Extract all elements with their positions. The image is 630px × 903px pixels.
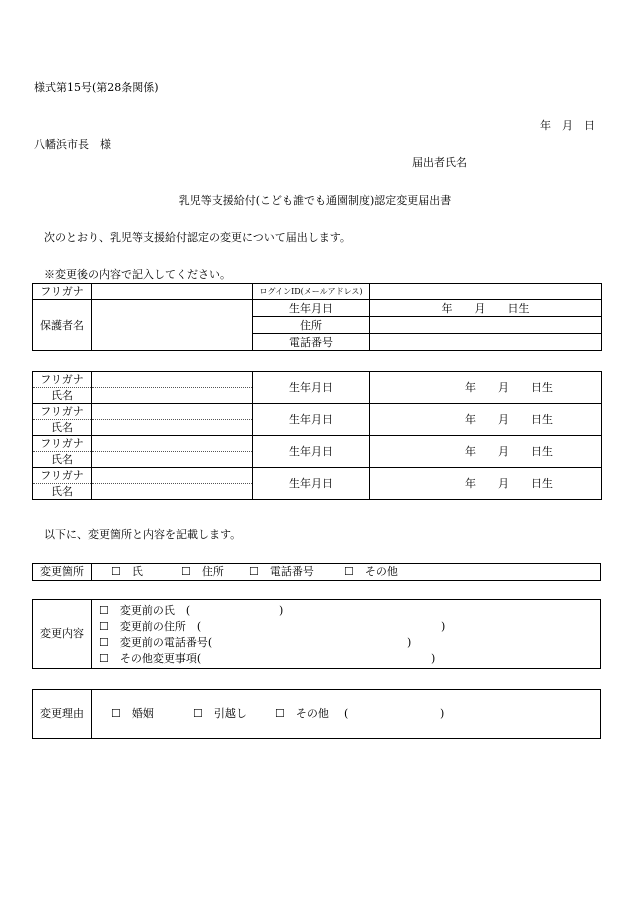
change-location-option[interactable] <box>181 565 224 579</box>
close-paren: ) <box>431 652 436 665</box>
item-label: その他変更事項( <box>119 652 202 665</box>
login-id-label: ログインID(メールアドレス) <box>253 284 370 300</box>
note-text: ※変更後の内容で記入してください。 <box>44 268 231 281</box>
child-furigana-label: フリガナ <box>33 468 92 484</box>
change-location-label: 変更箇所 <box>33 564 92 580</box>
option-label: その他 <box>295 707 329 720</box>
change-reason-option[interactable] <box>111 707 154 721</box>
child-furigana-field[interactable] <box>92 436 253 452</box>
intro-text: 次のとおり、乳児等支援給付認定の変更について届出します。 <box>44 231 351 244</box>
item-label: 変更前の電話番号( <box>119 636 213 649</box>
child-name-label: 氏名 <box>33 452 92 468</box>
close-paren: ) <box>441 620 446 633</box>
change-content-box <box>32 599 601 669</box>
change-reason-label: 変更理由 <box>33 690 92 738</box>
child-birthdate-label: 生年月日 <box>253 404 370 436</box>
child-birthdate-label: 生年月日 <box>253 436 370 468</box>
item-label: 変更前の住所 ( <box>119 620 202 633</box>
child-name-field[interactable] <box>92 452 253 468</box>
change-location-option[interactable] <box>111 565 143 579</box>
guardian-name-label: 保護者名 <box>33 300 92 351</box>
child-name-field[interactable] <box>92 388 253 404</box>
change-location-option[interactable] <box>249 565 314 579</box>
addressee: 八幡浜市長 様 <box>34 138 111 151</box>
date-line: 年 月 日 <box>540 119 595 132</box>
form-title: 乳児等支援給付(こども誰でも通園制度)認定変更届出書 <box>178 194 452 207</box>
change-intro-text: 以下に、変更箇所と内容を記載します。 <box>44 528 242 541</box>
change-reason-option[interactable] <box>275 707 329 721</box>
child-furigana-field[interactable] <box>92 404 253 420</box>
close-paren: ) <box>279 604 284 617</box>
checkbox-icon[interactable]: ☐ <box>99 620 109 633</box>
child-furigana-label: フリガナ <box>33 436 92 452</box>
applicant-name-label: 届出者氏名 <box>412 156 467 169</box>
children-table <box>32 371 602 500</box>
child-name-label: 氏名 <box>33 484 92 500</box>
change-location-option[interactable] <box>344 565 398 579</box>
checkbox-icon[interactable]: ☐ <box>344 565 354 578</box>
guardian-birthdate-field[interactable]: 年 月 日生 <box>370 300 602 317</box>
option-label: 氏 <box>131 565 143 578</box>
child-birthdate-field[interactable]: 年 月 日生 <box>370 404 602 436</box>
option-label: その他 <box>364 565 398 578</box>
guardian-name-field[interactable] <box>92 300 253 351</box>
child-name-label: 氏名 <box>33 420 92 436</box>
child-name-field[interactable] <box>92 420 253 436</box>
change-content-item[interactable] <box>99 636 212 650</box>
child-birthdate-field[interactable]: 年 月 日生 <box>370 436 602 468</box>
checkbox-icon[interactable]: ☐ <box>111 565 121 578</box>
item-label: 変更前の氏 ( <box>119 604 191 617</box>
checkbox-icon[interactable]: ☐ <box>99 604 109 617</box>
child-birthdate-label: 生年月日 <box>253 372 370 404</box>
reason-other-close-paren: ) <box>440 707 445 720</box>
checkbox-icon[interactable]: ☐ <box>99 652 109 665</box>
change-location-box <box>32 563 601 581</box>
option-label: 婚姻 <box>131 707 154 720</box>
child-name-field[interactable] <box>92 484 253 500</box>
close-paren: ) <box>407 636 412 649</box>
checkbox-icon[interactable]: ☐ <box>249 565 259 578</box>
reason-other-open-paren: ( <box>344 707 349 720</box>
child-furigana-field[interactable] <box>92 372 253 388</box>
checkbox-icon[interactable]: ☐ <box>181 565 191 578</box>
guardian-birthdate-label: 生年月日 <box>253 300 370 317</box>
change-reason-box <box>32 689 601 739</box>
child-furigana-label: フリガナ <box>33 372 92 388</box>
child-birthdate-label: 生年月日 <box>253 468 370 500</box>
checkbox-icon[interactable]: ☐ <box>99 636 109 649</box>
child-furigana-field[interactable] <box>92 468 253 484</box>
login-id-field[interactable] <box>370 284 602 300</box>
option-label: 電話番号 <box>269 565 314 578</box>
option-label: 引越し <box>213 707 247 720</box>
change-reason-option[interactable] <box>193 707 247 721</box>
checkbox-icon[interactable]: ☐ <box>275 707 285 720</box>
child-birthdate-field[interactable]: 年 月 日生 <box>370 468 602 500</box>
option-label: 住所 <box>201 565 224 578</box>
guardian-furigana-label: フリガナ <box>33 284 92 300</box>
guardian-table <box>32 283 602 351</box>
checkbox-icon[interactable]: ☐ <box>193 707 203 720</box>
guardian-address-label: 住所 <box>253 317 370 334</box>
guardian-phone-label: 電話番号 <box>253 334 370 351</box>
guardian-furigana-field[interactable] <box>92 284 253 300</box>
guardian-phone-field[interactable] <box>370 334 602 351</box>
change-content-item[interactable] <box>99 620 201 634</box>
change-content-item[interactable] <box>99 652 201 666</box>
checkbox-icon[interactable]: ☐ <box>111 707 121 720</box>
form-number: 様式第15号(第28条関係) <box>34 81 159 94</box>
child-name-label: 氏名 <box>33 388 92 404</box>
child-furigana-label: フリガナ <box>33 404 92 420</box>
change-content-item[interactable] <box>99 604 190 618</box>
guardian-address-field[interactable] <box>370 317 602 334</box>
child-birthdate-field[interactable]: 年 月 日生 <box>370 372 602 404</box>
change-content-label: 変更内容 <box>33 600 92 668</box>
